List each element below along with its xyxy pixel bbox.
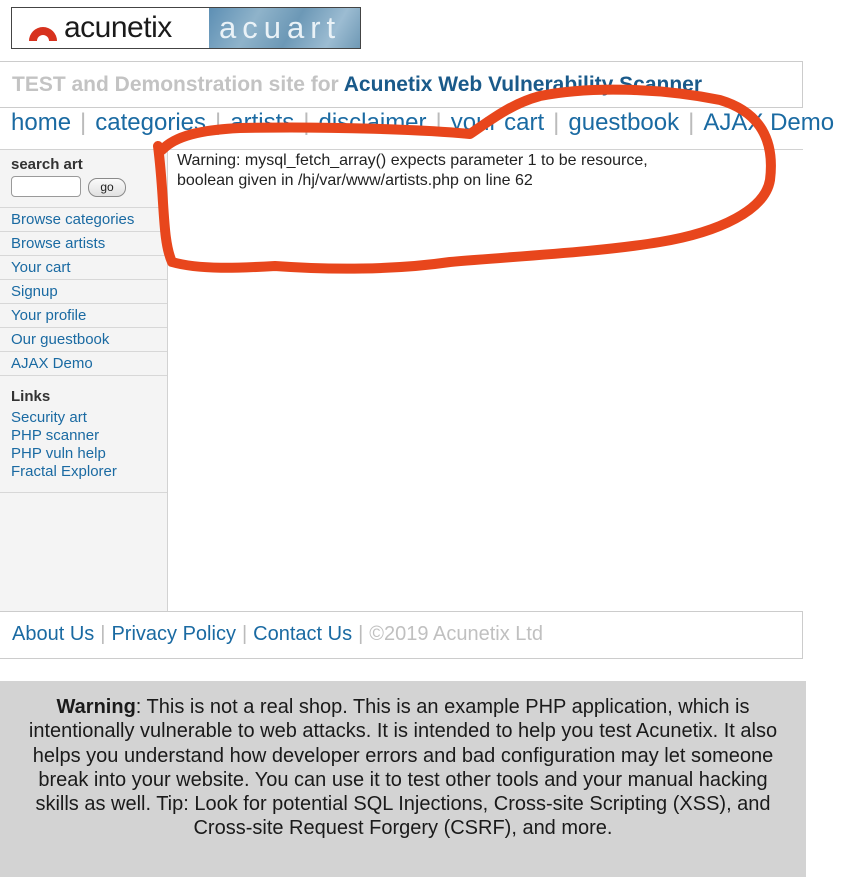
nav-separator: | (688, 109, 695, 136)
sidebar-menu (0, 207, 167, 376)
site-logo[interactable] (11, 7, 361, 49)
nav-separator: | (553, 109, 560, 136)
nav-artists[interactable]: artists (230, 109, 295, 136)
disclaimer-label: Warning (56, 696, 136, 718)
site-footer (0, 611, 803, 659)
disclaimer-text: : This is not a real shop. This is an example PHP application, which is intentionally vulnerable to web attacks. It is intended to help you test Acunetix. It also helps you understand how developer errors and bad configuration may let someone break into your website. You can use it to test other tools and your manual hacking skills as well. Tip: Look for potential SQL Injections, Cross-site Scripting (XSS), and Cross-site Request Forgery (CSRF), and more. (28, 696, 778, 840)
footer-separator: | (241, 623, 248, 645)
nav-separator: | (215, 109, 222, 136)
acunetix-logo-icon (26, 13, 60, 43)
sidebar-item-signup[interactable]: Signup (0, 279, 167, 303)
nav-guestbook[interactable]: guestbook (568, 109, 680, 136)
links-heading: Links (11, 388, 51, 405)
php-error-message (177, 151, 737, 191)
logo-product (209, 8, 360, 48)
link-php-vuln-help[interactable]: PHP vuln help (11, 445, 106, 462)
main-nav (11, 109, 834, 141)
nav-home[interactable]: home (11, 109, 72, 136)
nav-ajax-demo[interactable]: AJAX Demo (703, 109, 835, 136)
footer-contact-link[interactable]: Contact Us (253, 623, 353, 645)
external-links (11, 409, 117, 481)
site-banner (0, 61, 803, 108)
sidebar-item-browse-artists[interactable]: Browse artists (0, 231, 167, 255)
nav-disclaimer[interactable]: disclaimer (318, 109, 427, 136)
footer-copyright: ©2019 Acunetix Ltd (369, 623, 544, 645)
footer-privacy-link[interactable]: Privacy Policy (111, 623, 236, 645)
sidebar (0, 150, 168, 611)
sidebar-item-our-guestbook[interactable]: Our guestbook (0, 327, 167, 351)
search-go-button[interactable]: go (88, 178, 126, 197)
logo-brand (12, 8, 209, 48)
sidebar-item-browse-categories[interactable]: Browse categories (0, 207, 167, 231)
nav-categories[interactable]: categories (95, 109, 207, 136)
nav-your-cart[interactable]: your cart (450, 109, 545, 136)
footer-separator: | (358, 623, 364, 645)
sidebar-item-your-cart[interactable]: Your cart (0, 255, 167, 279)
link-fractal-explorer[interactable]: Fractal Explorer (11, 463, 117, 480)
php-error-line-1: Warning: mysql_fetch_array() expects parameter 1 to be resource, (177, 152, 648, 169)
footer-about-link[interactable]: About Us (12, 623, 95, 645)
php-error-line-2: boolean given in /hj/var/www/artists.php on line 62 (177, 172, 533, 189)
sidebar-item-ajax-demo[interactable]: AJAX Demo (0, 351, 167, 376)
link-security-art[interactable]: Security art (11, 409, 87, 426)
nav-separator: | (80, 109, 87, 136)
banner-brand-link[interactable]: Acunetix Web Vulnerability Scanner (343, 73, 703, 96)
footer-separator: | (100, 623, 106, 645)
disclaimer-box (0, 681, 806, 877)
banner-tagline: TEST and Demonstration site for (12, 73, 344, 96)
sidebar-divider (0, 492, 167, 493)
search-label: search art (11, 156, 83, 173)
banner-title (12, 73, 702, 97)
sidebar-item-your-profile[interactable]: Your profile (0, 303, 167, 327)
nav-separator: | (435, 109, 442, 136)
footer-links (12, 623, 543, 646)
logo-product-text: acuart (219, 10, 342, 45)
nav-separator: | (303, 109, 310, 136)
search-input[interactable] (11, 176, 81, 197)
link-php-scanner[interactable]: PHP scanner (11, 427, 100, 444)
logo-brand-text: acunetix (64, 11, 172, 44)
